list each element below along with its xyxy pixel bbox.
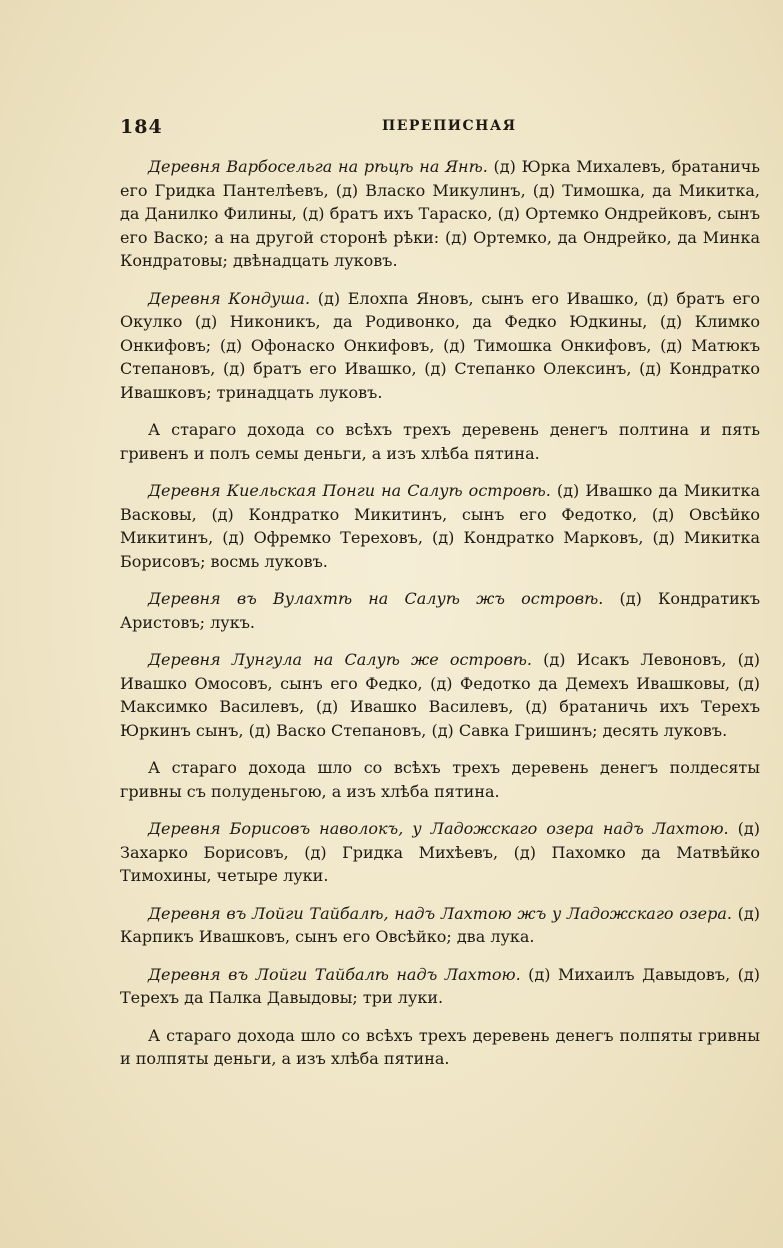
paragraph-text: А стараго дохода шло со всѣхъ трехъ деревень денегъ полпяты гривны и полпяты деньги, а изъ хлѣба пятина. [120, 1025, 760, 1068]
paragraph-income-1 [120, 418, 760, 465]
paragraph-text: А стараго дохода шло со всѣхъ трехъ деревень денегъ полдесяты гривны съ полуденьгою, а изъ хлѣба пятина. [120, 758, 760, 801]
paragraph-lungula [120, 648, 760, 742]
running-head: ПЕРЕПИСНАЯ [382, 118, 517, 134]
village-name: Деревня Киельская Понги на Салуѣ островѣ. [148, 481, 551, 500]
paragraph-text: (д) Кондратикъ Аристовъ; лукъ. [120, 589, 761, 632]
village-name: Деревня въ Лойги Тайбалѣ, надъ Лахтою жъ у Ладожскаго озера. [148, 903, 732, 923]
paragraph-text: (д) Елохпа Яновъ, сынъ его Ивашко, (д) братъ его Окулко (д) Никоникъ, да Родивонко, да Федко Юдкины, (д) Климко Онкифовъ; (д) Офонаско Онкифовъ, (д) Тимошка Онкифовъ, (д) Матюкъ Степановъ, (д) братъ его Ивашко, (д) Степанко Олексинъ, (д) Кондратко Ивашковъ; тринадцать луковъ. [120, 288, 760, 402]
paragraph-income-3 [120, 1024, 760, 1071]
paragraph-text: (д) Юрка Михалевъ, братаничь его Гридка Пантелѣевъ, (д) Власко Микулинъ, (д) Тимошка, да Микитка, да Данилко Филины, (д) братъ ихъ Тараско, (д) Ортемко Ондрейковъ, сынъ его Васко; а на другой сторонѣ рѣки: (д) Ортемко, да Ондрейко, да Минка Кондратовы; двѣнадцать луковъ. [120, 157, 760, 270]
paragraph-text: (д) Ивашко да Микитка Васковы, (д) Кондратко Микитинъ, сынъ его Федотко, (д) Овсѣйко Микитинъ, (д) Офремко Тереховъ, (д) Кондратко Марковъ, (д) Микитка Борисовъ; восмь луковъ. [120, 481, 760, 571]
paragraph-vulakhta [120, 587, 760, 634]
paragraph-kondusha [120, 287, 760, 405]
paragraph-text: А стараго дохода со всѣхъ трехъ деревень денегъ полтина и пять гривенъ и полъ семы деньги, а изъ хлѣба пятина. [120, 420, 760, 463]
paragraph-income-2 [120, 756, 760, 803]
body-text [120, 155, 760, 1085]
paragraph-text: (д) Захарко Борисовъ, (д) Гридка Михѣевъ, (д) Пахомко да Матвѣйко Тимохины, четыре луки. [120, 819, 761, 885]
page-header [120, 116, 680, 146]
page-number: 184 [120, 116, 163, 138]
village-name: Деревня Лунгула на Салуѣ же островѣ. [148, 650, 532, 669]
village-name: Деревня Варбосельга на рѣцѣ на Янѣ. [148, 157, 488, 176]
paragraph-text: (д) Карпикъ Ивашковъ, сынъ его Овсѣйко; два лука. [120, 903, 761, 946]
village-name: Деревня Борисовъ наволокъ, у Ладожскаго озера надъ Лахтою. [148, 819, 729, 838]
paragraph-varboselga [120, 155, 760, 273]
village-name: Деревня Кондуша. [148, 288, 311, 308]
paragraph-kielskaya [120, 479, 760, 573]
village-name: Деревня въ Вулахтѣ на Салуѣ жъ островѣ. [148, 589, 604, 608]
paragraph-loygi-taybal-1 [120, 902, 760, 949]
paragraph-borisov [120, 817, 760, 888]
village-name: Деревня въ Лойги Тайбалѣ надъ Лахтою. [148, 964, 521, 984]
paragraph-loygi-taybal-2 [120, 963, 760, 1010]
paragraph-text: (д) Исакъ Левоновъ, (д) Ивашко Омосовъ, сынъ его Федко, (д) Федотко да Демехъ Ивашковы, (д) Максимко Василевъ, (д) Ивашко Василевъ, (д) братаничь ихъ Терехъ Юркинъ сынъ, (д) Васко Степановъ, (д) Савка Гришинъ; десять луковъ. [120, 650, 760, 740]
paragraph-text: (д) Михаилъ Давыдовъ, (д) Терехъ да Палка Давыдовы; три луки. [120, 964, 760, 1007]
